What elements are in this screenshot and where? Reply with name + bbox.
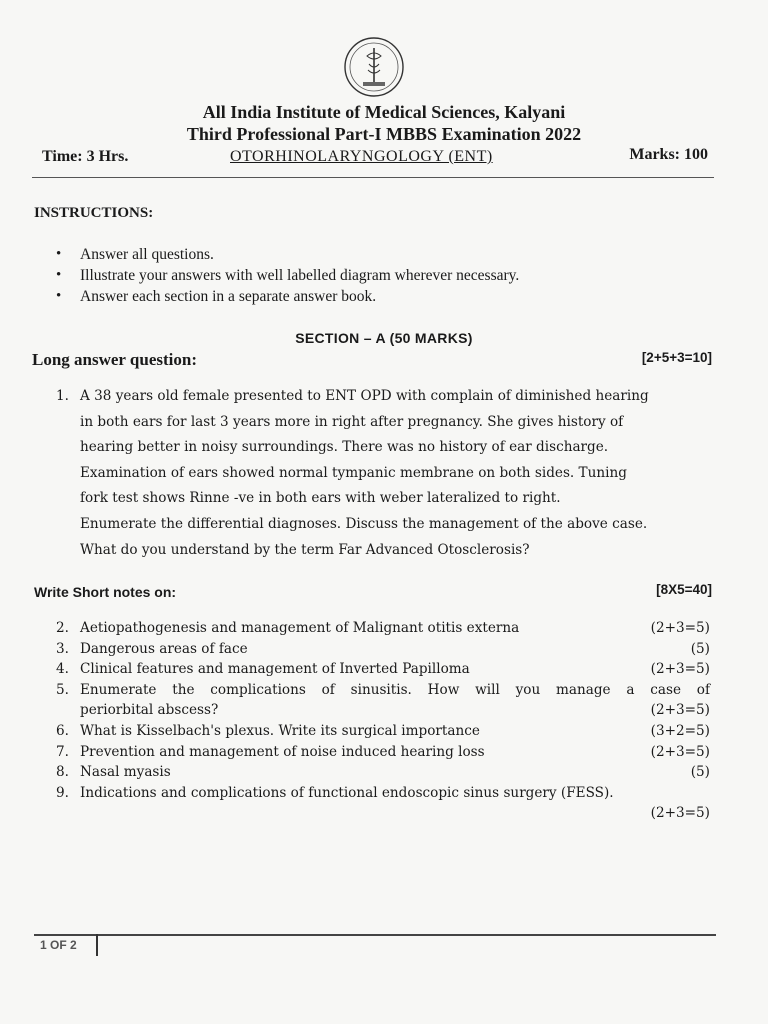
exam-meta-row: [42, 146, 708, 168]
exam-total-marks: Marks: 100: [629, 146, 708, 163]
question-marks: (5): [690, 640, 710, 657]
question-text: Nasal myasis: [80, 764, 171, 781]
instruction-item: • Answer all questions.: [56, 244, 519, 265]
short-question-continuation: [56, 700, 710, 721]
question-text: Dangerous areas of face: [80, 640, 248, 657]
short-question: [56, 783, 710, 804]
question-number: 1.: [56, 388, 69, 404]
question-number: 7.: [56, 743, 69, 760]
question-marks: (2+3=5): [650, 661, 710, 678]
question-number: 8.: [56, 764, 69, 781]
question-marks: (5): [690, 764, 710, 781]
question-marks: (2+3=5): [650, 743, 710, 760]
question-text: What is Kisselbach's plexus. Write its surgical importance: [80, 722, 480, 739]
short-question: [56, 618, 710, 639]
question-number: 9.: [56, 784, 69, 801]
institute-name: All India Institute of Medical Sciences, Kalyani: [202, 102, 566, 122]
long-answer-marks: [2+5+3=10]: [641, 350, 712, 365]
short-question-continuation: [56, 803, 710, 824]
aiims-emblem-icon: [343, 36, 405, 98]
question-text: Prevention and management of noise induced hearing loss: [80, 743, 485, 760]
question-text: Indications and complications of functional endoscopic sinus surgery (FESS).: [80, 784, 614, 801]
exam-title: Third Professional Part-I MBBS Examination 2022: [186, 124, 582, 144]
short-question: [56, 639, 710, 660]
footer-divider: [34, 934, 716, 936]
question-line: A 38 years old female presented to ENT OPD with complain of diminished hearing: [80, 388, 649, 404]
question-line: Enumerate the differential diagnoses. Discuss the management of the above case.: [80, 515, 648, 532]
short-question: [56, 680, 710, 701]
instruction-item: • Illustrate your answers with well labelled diagram wherever necessary.: [56, 265, 519, 286]
question-number: 6.: [56, 722, 69, 739]
question-line: Examination of ears showed normal tympanic membrane on both sides. Tuning: [80, 464, 627, 481]
instruction-item: • Answer each section in a separate answer book.: [56, 286, 519, 307]
section-a-title: SECTION – A (50 MARKS): [295, 330, 473, 346]
question-text: Aetiopathogenesis and management of Malignant otitis externa: [80, 620, 520, 636]
question-number: 4.: [56, 661, 69, 678]
page-number-separator: [96, 934, 98, 956]
question-line: What do you understand by the term Far Advanced Otosclerosis?: [80, 541, 530, 558]
exam-time: Time: 3 Hrs.: [42, 148, 129, 165]
instructions-title: INSTRUCTIONS:: [34, 205, 154, 221]
question-text: Enumerate the complications of sinusitis. How will you manage a case of: [80, 681, 710, 698]
question-marks: (2+3=5): [650, 805, 710, 822]
short-notes-marks: [8X5=40]: [656, 582, 712, 597]
question-text: Clinical features and management of Inverted Papilloma: [80, 661, 470, 678]
short-notes-title: Write Short notes on:: [34, 584, 177, 600]
header-divider: [32, 177, 714, 178]
short-question: [56, 721, 710, 742]
question-number: 3.: [56, 640, 69, 657]
short-question: [56, 742, 710, 763]
question-number: 2.: [56, 620, 69, 636]
question-line: fork test shows Rinne -ve in both ears with weber lateralized to right.: [80, 490, 561, 507]
question-number: 5.: [56, 681, 69, 698]
exam-subject: OTORHINOLARYNGOLOGY (ENT): [230, 148, 493, 165]
short-notes-list: [56, 618, 710, 824]
page-number: 1 OF 2: [40, 938, 77, 952]
question-text-continued: periorbital abscess?: [80, 702, 219, 719]
short-question: [56, 659, 710, 680]
short-question: [56, 762, 710, 783]
long-answer-title: Long answer question:: [32, 350, 197, 369]
question-1-text: [80, 384, 716, 563]
instructions-list: [56, 244, 519, 307]
question-marks: (3+2=5): [650, 722, 710, 739]
question-marks: (2+3=5): [650, 620, 710, 636]
question-line: in both ears for last 3 years more in right after pregnancy. She gives history of: [80, 413, 624, 430]
question-marks: (2+3=5): [650, 702, 710, 719]
question-line: hearing better in noisy surroundings. There was no history of ear discharge.: [80, 439, 609, 456]
